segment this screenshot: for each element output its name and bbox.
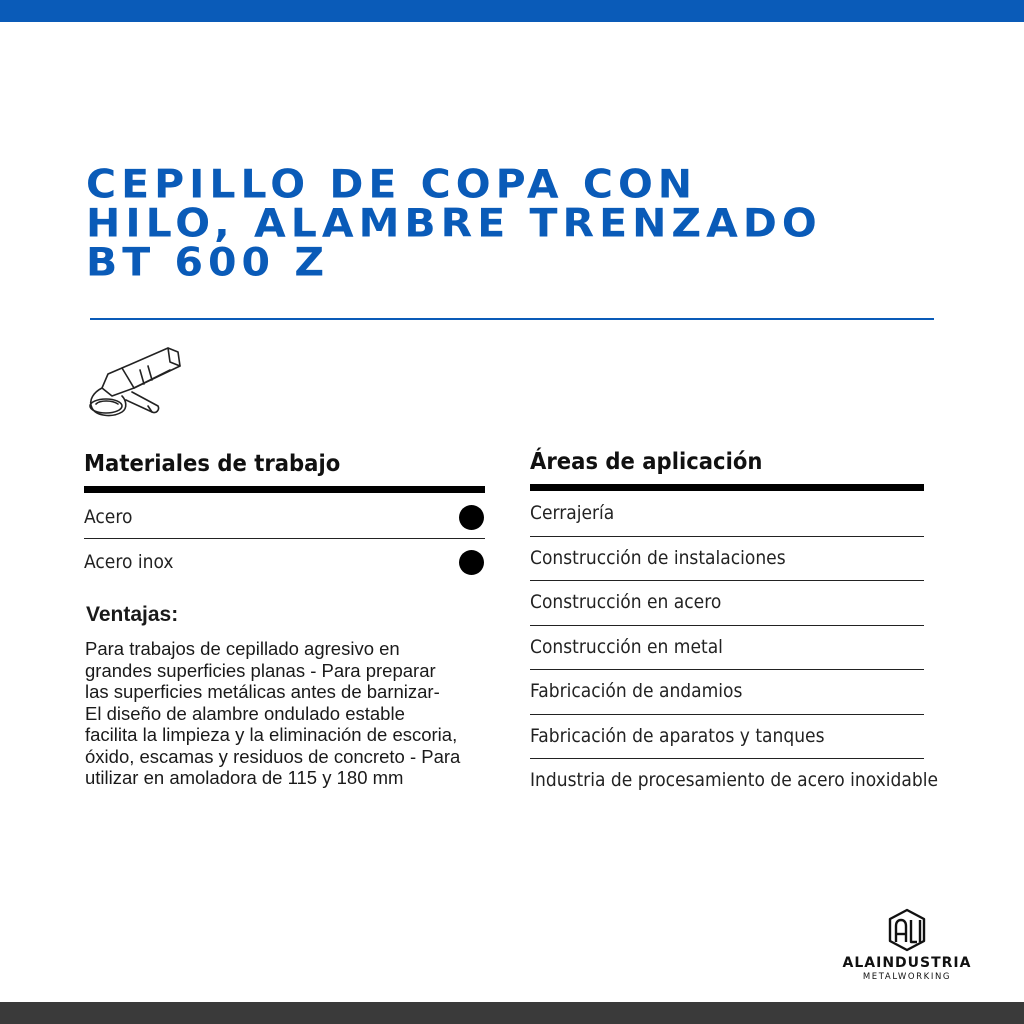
material-label: Acero inox [84,551,174,573]
title-line: HILO, ALAMBRE TRENZADO [86,200,822,246]
materials-heading: Materiales de trabajo [84,451,341,477]
area-label: Fabricación de andamios [530,680,743,702]
area-row [530,626,924,671]
bottom-footer-bar [0,1002,1024,1024]
suitability-dot-icon [459,505,484,530]
brand-logo [822,908,992,988]
area-label: Fabricación de aparatos y tanques [530,724,825,747]
logo-tagline: METALWORKING [862,972,952,982]
ventajas-line: utilizar en amoladora de 115 y 180 mm [85,767,404,788]
area-row [530,670,924,715]
area-label: Cerrajería [530,502,615,524]
areas-list [530,492,938,804]
ali-hexagon-logo-icon [887,908,927,952]
title-divider [90,318,934,320]
ventajas-description [85,638,515,789]
angle-grinder-icon [82,340,192,424]
area-label: Industria de procesamiento de acero inoxidable [530,769,938,791]
ventajas-heading: Ventajas: [86,603,179,626]
area-row [530,492,924,537]
ventajas-line: Para trabajos de cepillado agresivo en [85,638,400,659]
area-label: Construcción de instalaciones [530,546,786,569]
material-row-acero-inox [84,539,485,584]
areas-heading: Áreas de aplicación [530,449,763,475]
title-line: BT 600 Z [86,239,330,285]
ventajas-line: El diseño de alambre ondulado estable [85,702,405,724]
ventajas-line: las superficies metálicas antes de barnizar- [85,681,440,702]
suitability-dot-icon [459,550,484,575]
area-row [530,581,924,626]
ventajas-line: facilita la limpieza y la eliminación de escoria, [85,724,458,745]
materials-list [84,494,485,584]
logo-name: ALAINDUSTRIA [842,955,972,971]
materials-heading-rule [84,486,485,493]
area-row [530,715,924,760]
ventajas-line: óxido, escamas y residuos de concreto - Para [85,745,461,767]
area-label: Construcción en acero [530,591,722,613]
material-row-acero [84,494,485,539]
ventajas-line: grandes superficies planas - Para preparar [85,659,436,681]
area-row [530,759,938,804]
area-row [530,537,924,582]
product-title [86,161,966,285]
top-brand-bar [0,0,1024,22]
area-label: Construcción en metal [530,635,723,658]
areas-heading-rule [530,484,924,491]
title-line: CEPILLO DE COPA CON [86,161,698,207]
material-label: Acero [84,506,133,528]
